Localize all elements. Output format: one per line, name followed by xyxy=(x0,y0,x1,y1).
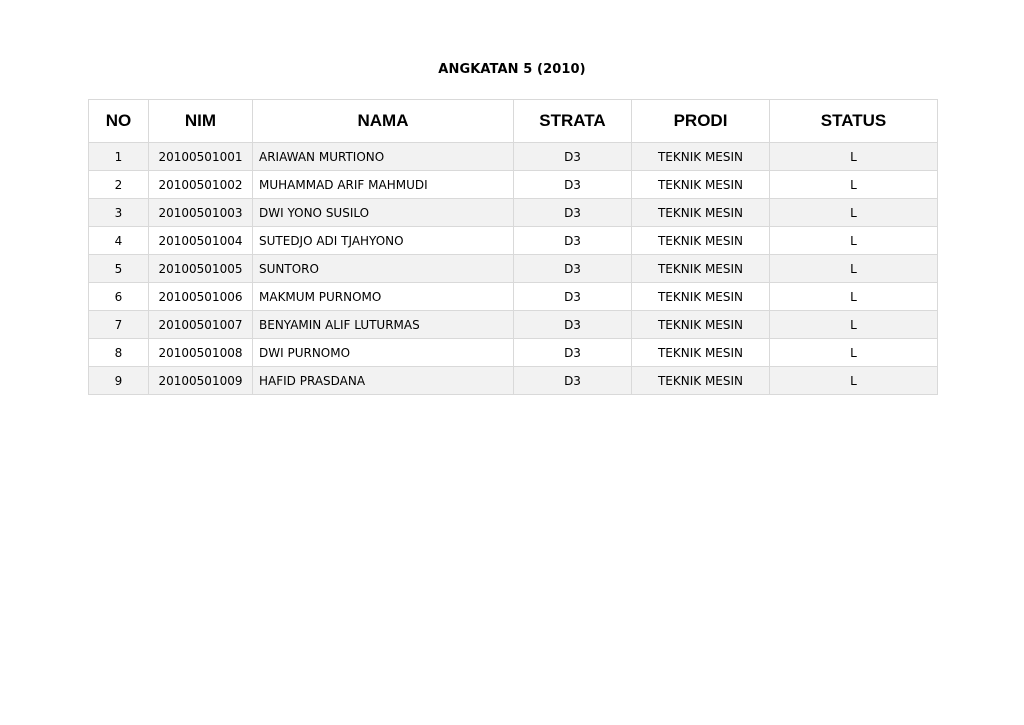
cell-nim: 20100501001 xyxy=(149,143,253,171)
cell-strata: D3 xyxy=(514,283,632,311)
cell-status: L xyxy=(770,339,938,367)
cell-prodi: TEKNIK MESIN xyxy=(632,199,770,227)
cell-nim: 20100501004 xyxy=(149,227,253,255)
cell-prodi: TEKNIK MESIN xyxy=(632,311,770,339)
table-row xyxy=(89,143,938,171)
cell-status: L xyxy=(770,171,938,199)
cell-strata: D3 xyxy=(514,199,632,227)
cell-strata: D3 xyxy=(514,339,632,367)
header-status: STATUS xyxy=(770,100,938,143)
cell-no: 5 xyxy=(89,255,149,283)
header-nama: NAMA xyxy=(253,100,514,143)
cell-status: L xyxy=(770,255,938,283)
cell-nama: MAKMUM PURNOMO xyxy=(253,283,514,311)
cell-status: L xyxy=(770,367,938,395)
cell-nim: 20100501005 xyxy=(149,255,253,283)
cell-no: 6 xyxy=(89,283,149,311)
table-row xyxy=(89,311,938,339)
cell-no: 2 xyxy=(89,171,149,199)
table-body xyxy=(89,143,938,395)
student-table xyxy=(88,99,938,395)
cell-prodi: TEKNIK MESIN xyxy=(632,227,770,255)
header-nim: NIM xyxy=(149,100,253,143)
cell-status: L xyxy=(770,199,938,227)
cell-status: L xyxy=(770,283,938,311)
cell-nama: SUNTORO xyxy=(253,255,514,283)
cell-nama: HAFID PRASDANA xyxy=(253,367,514,395)
header-prodi: PRODI xyxy=(632,100,770,143)
cell-nama: DWI PURNOMO xyxy=(253,339,514,367)
cell-prodi: TEKNIK MESIN xyxy=(632,255,770,283)
cell-strata: D3 xyxy=(514,227,632,255)
cell-prodi: TEKNIK MESIN xyxy=(632,283,770,311)
cell-no: 3 xyxy=(89,199,149,227)
cell-nim: 20100501009 xyxy=(149,367,253,395)
cell-prodi: TEKNIK MESIN xyxy=(632,171,770,199)
table-row xyxy=(89,283,938,311)
cell-no: 1 xyxy=(89,143,149,171)
cell-nim: 20100501006 xyxy=(149,283,253,311)
header-no: NO xyxy=(89,100,149,143)
cell-strata: D3 xyxy=(514,367,632,395)
table-header xyxy=(89,100,938,143)
table-row xyxy=(89,199,938,227)
cell-strata: D3 xyxy=(514,255,632,283)
cell-strata: D3 xyxy=(514,143,632,171)
cell-nama: SUTEDJO ADI TJAHYONO xyxy=(253,227,514,255)
cell-no: 4 xyxy=(89,227,149,255)
cell-nama: BENYAMIN ALIF LUTURMAS xyxy=(253,311,514,339)
cell-prodi: TEKNIK MESIN xyxy=(632,367,770,395)
cell-nama: DWI YONO SUSILO xyxy=(253,199,514,227)
cell-status: L xyxy=(770,227,938,255)
cell-nama: ARIAWAN MURTIONO xyxy=(253,143,514,171)
cell-prodi: TEKNIK MESIN xyxy=(632,339,770,367)
table-row xyxy=(89,171,938,199)
cell-status: L xyxy=(770,311,938,339)
cell-strata: D3 xyxy=(514,311,632,339)
table-row xyxy=(89,367,938,395)
cell-nama: MUHAMMAD ARIF MAHMUDI xyxy=(253,171,514,199)
table-row xyxy=(89,227,938,255)
cell-strata: D3 xyxy=(514,171,632,199)
page-title: ANGKATAN 5 (2010) xyxy=(438,62,586,77)
cell-status: L xyxy=(770,143,938,171)
header-row xyxy=(89,100,938,143)
cell-no: 8 xyxy=(89,339,149,367)
cell-nim: 20100501007 xyxy=(149,311,253,339)
table-row xyxy=(89,339,938,367)
cell-nim: 20100501002 xyxy=(149,171,253,199)
header-strata: STRATA xyxy=(514,100,632,143)
cell-nim: 20100501003 xyxy=(149,199,253,227)
table-row xyxy=(89,255,938,283)
cell-no: 9 xyxy=(89,367,149,395)
cell-prodi: TEKNIK MESIN xyxy=(632,143,770,171)
cell-nim: 20100501008 xyxy=(149,339,253,367)
cell-no: 7 xyxy=(89,311,149,339)
